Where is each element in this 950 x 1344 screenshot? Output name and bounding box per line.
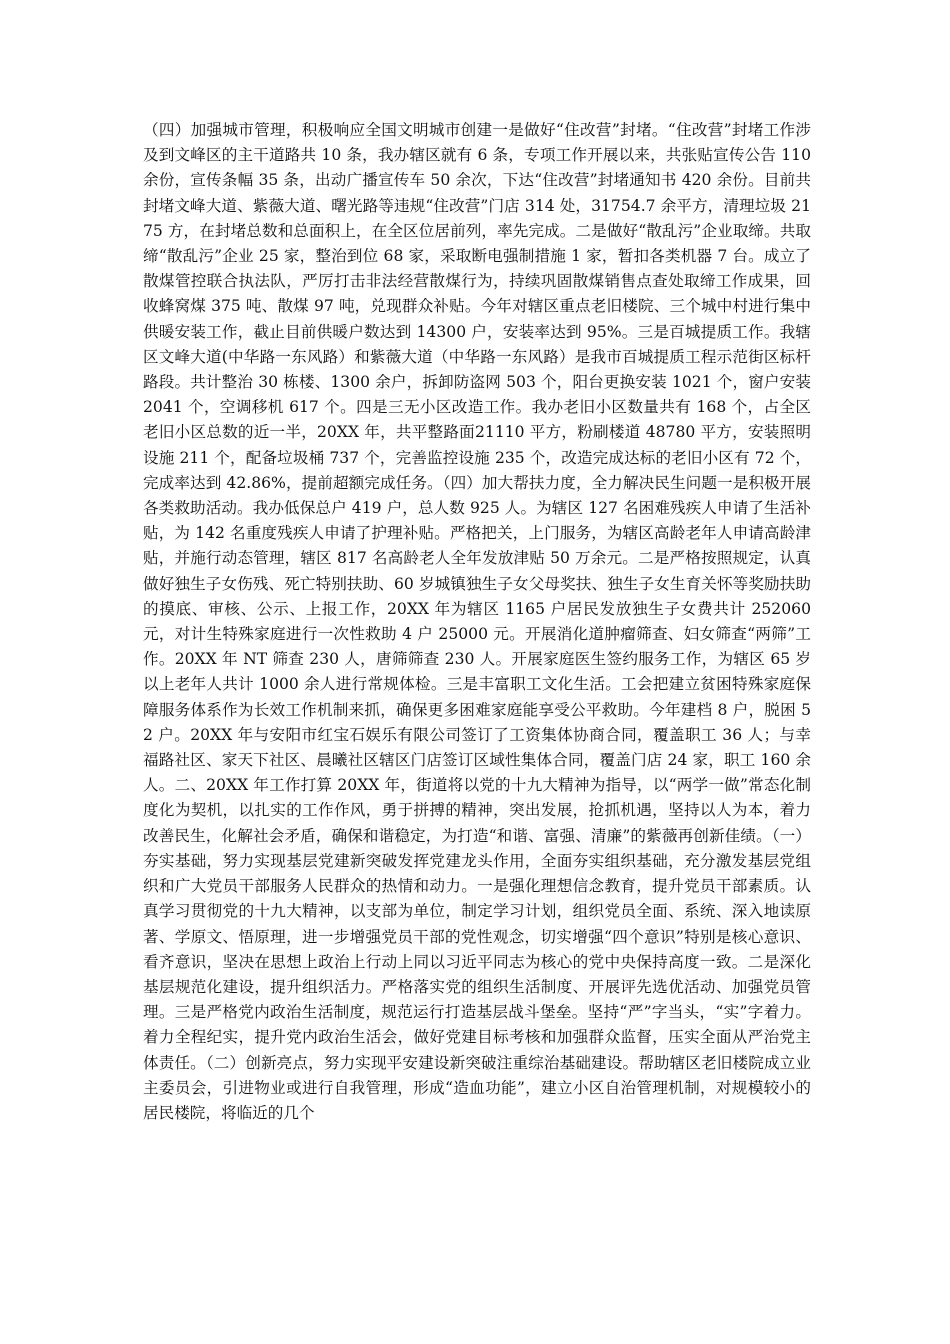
body-paragraph: （四）加强城市管理，积极响应全国文明城市创建一是做好“住改营”封堵。“住改营”封堵工作涉及到文峰区的主干道路共 10 条，我办辖区就有 6 条，专项工作开展以来，共张贴宣传公告 110 余份，宣传条幅 35 条，出动广播宣传车 50 余次，下达“住改营”封堵通知书 420 余份。目前共封堵文峰大道、紫薇大道、曙光路等违规“住改营”门店 314 处，31754.7 余平方，清理垃圾 2175 方，在封堵总数和总面积上，在全区位居前列，率先完成。二是做好“散乱污”企业取缔。共取缔“散乱污”企业 25 家，整治到位 68 家，采取断电强制措施 1 家，暂扣各类机器 7 台。成立了散煤管控联合执法队，严厉打击非法经营散煤行为，持续巩固散煤销售点查处取缔工作成果，回收蜂窝煤 375 吨、散煤 97 吨，兑现群众补贴。今年对辖区重点老旧楼院、三个城中村进行集中供暖安装工作，截止目前供暖户数达到 14300 户，安装率达到 95%。三是百城提质工作。我辖区文峰大道(中华路一东风路）和紫薇大道（中华路一东风路）是我市百城提质工程示范街区标杆路段。共计整治 30 栋楼、1300 余户，拆卸防盗网 503 个，阳台更换安装 1021 个，窗户安装 2041 个，空调移机 617 个。四是三无小区改造工作。我办老旧小区数量共有 168 个，占全区老旧小区总数的近一半，20XX 年，共平整路面21110 平方，粉刷楼道 48780 平方，安装照明设施 211 个，配备垃圾桶 737 个，完善监控设施 235 个，改造完成达标的老旧小区有 72 个，完成率达到 42.86%，提前超额完成任务。（四）加大帮扶力度，全力解决民生问题一是积极开展各类救助活动。我办低保总户 419 户，总人数 925 人。为辖区 127 名困难残疾人申请了生活补贴，为 142 名重度残疾人申请了护理补贴。严格把关，上门服务，为辖区高龄老年人申请高龄津贴，并施行动态管理，辖区 817 名高龄老人全年发放津贴 50 万余元。二是严格按照规定，认真做好独生子女伤残、死亡特别扶助、60 岁城镇独生子女父母奖扶、独生子女生育关怀等奖励扶助的摸底、审核、公示、上报工作，20XX 年为辖区 1165 户居民发放独生子女费共计 252060 元，对计生特殊家庭进行一次性救助 4 户 25000 元。开展消化道肿瘤筛查、妇女筛查“两筛”工作。20XX 年 NT 筛查 230 人，唐筛筛查 230 人。开展家庭医生签约服务工作，为辖区 65 岁以上老年人共计 1000 余人进行常规体检。三是丰富职工文化生活。工会把建立贫困特殊家庭保障服务体系作为长效工作机制来抓，确保更多困难家庭能享受公平救助。今年建档 8 户，脱困 52 户。20XX 年与安阳市红宝石娱乐有限公司签订了工资集体协商合同，覆盖职工 36 人；与幸福路社区、家天下社区、晨曦社区辖区门店签订区域性集体合同，覆盖门店 24 家，职工 160 余人。二、20XX 年工作打算 20XX 年，街道将以党的十九大精神为指导，以“两学一做”常态化制度化为契机，以扎实的工作作风，勇于拼搏的精神，突出发展，抢抓机遇，坚持以人为本，着力改善民生，化解社会矛盾，确保和谐稳定，为打造“和谐、富强、清廉”的紫薇再创新佳绩。（一）夯实基础，努力实现基层党建新突破发挥党建龙头作用，全面夯实组织基础，充分激发基层党组织和广大党员干部服务人民群众的热情和动力。一是强化理想信念教育，提升党员干部素质。认真学习贯彻党的十九大精神，以支部为单位，制定学习计划，组织党员全面、系统、深入地读原著、学原文、悟原理，进一步增强党员干部的党性观念，切实增强“四个意识”特别是核心意识、看齐意识，坚决在思想上政治上行动上同以习近平同志为核心的党中央保持高度一致。二是深化基层规范化建设，提升组织活力。严格落实党的组织生活制度、开展评先选优活动、加强党员管理。三是严格党内政治生活制度，规范运行打造基层战斗堡垒。坚持“严”字当头，“实”字着力。着力全程纪实，提升党内政治生活会，做好党建目标考核和加强群众监督，压实全面从严治党主体责任。（二）创新亮点，努力实现平安建设新突破注重综治基础建设。帮助辖区老旧楼院成立业主委员会，引进物业或进行自我管理，形成“造血功能”，建立小区自治管理机制，对规模较小的居民楼院，将临近的几个 bbox=[143, 121, 811, 1122]
